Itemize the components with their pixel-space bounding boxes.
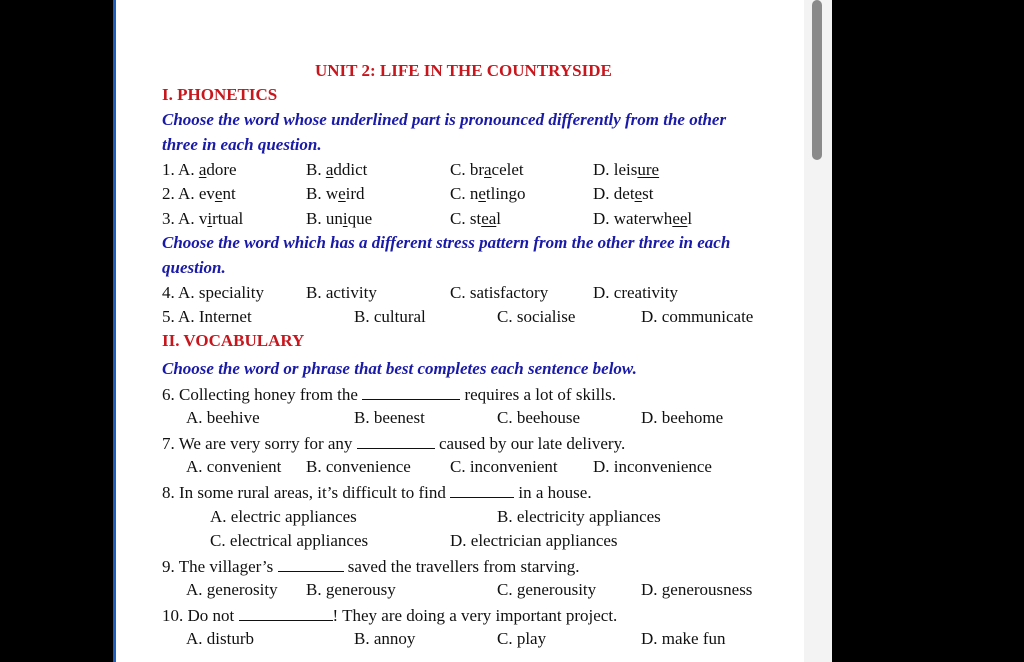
q6-option-d: D. beehome [641,408,724,427]
q9-option-a: A. generosity [186,580,278,599]
q4-option-d: D. creativity [593,283,678,302]
q5-option-c: C. socialise [497,307,576,326]
q2-option-b: B. weird [306,184,365,203]
q3-option-a: 3. A. virtual [162,209,244,228]
q6-option-c: C. beehouse [497,408,581,427]
q2-option-a: 2. A. event [162,184,236,203]
q10-option-c: C. play [497,629,547,648]
q7-sentence: 7. We are very sorry for any caused by our late delivery. [162,434,626,453]
q4-option-a: 4. A. speciality [162,283,264,302]
q2-option-c: C. netlingo [450,184,526,203]
stress-instruction-line2: question. [162,258,226,277]
q5-option-b: B. cultural [354,307,426,326]
q7-option-b: B. convenience [306,457,411,476]
q1-option-b: B. addict [306,160,368,179]
q7-option-d: D. inconvenience [593,457,712,476]
unit-title: UNIT 2: LIFE IN THE COUNTRYSIDE [315,61,612,80]
q2-option-d: D. detest [593,184,654,203]
document-page [116,0,804,662]
q7-option-a: A. convenient [186,457,282,476]
q5-option-a: 5. A. Internet [162,307,252,326]
q9-blank [278,556,344,572]
phonetics-instruction-line1: Choose the word whose underlined part is pronounced differently from the other [162,110,727,129]
q5-option-d: D. communicate [641,307,754,326]
q6-sentence: 6. Collecting honey from the requires a lot of skills. [162,385,616,404]
q9-option-b: B. generousy [306,580,396,599]
q9-option-c: C. generousity [497,580,597,599]
q10-option-b: B. annoy [354,629,416,648]
q10-blank [239,605,333,621]
q4-option-c: C. satisfactory [450,283,549,302]
q8-blank [450,482,514,498]
q10-sentence: 10. Do not ! They are doing a very important project. [162,606,618,625]
stress-instruction-line1: Choose the word which has a different stress pattern from the other three in each [162,233,731,252]
q8-option-a: A. electric appliances [210,507,357,526]
q3-option-c: C. steal [450,209,502,228]
q8-option-d: D. electrician appliances [450,531,618,550]
section-vocabulary-heading: II. VOCABULARY [162,331,305,350]
q8-sentence: 8. In some rural areas, it’s difficult to find in a house. [162,483,592,502]
q10-option-a: A. disturb [186,629,254,648]
q8-option-c: C. electrical appliances [210,531,369,550]
q8-option-b: B. electricity appliances [497,507,661,526]
q4-option-b: B. activity [306,283,377,302]
q6-blank [362,384,460,400]
q7-option-c: C. inconvenient [450,457,558,476]
q9-sentence: 9. The villager’s saved the travellers from starving. [162,557,580,576]
phonetics-instruction-line2: three in each question. [162,135,322,154]
q1-option-a: 1. A. adore [162,160,237,179]
q1-option-d: D. leisure [593,160,660,179]
q10-option-d: D. make fun [641,629,726,648]
q6-option-b: B. beenest [354,408,425,427]
scrollbar-thumb[interactable] [812,0,822,160]
section-phonetics-heading: I. PHONETICS [162,85,278,104]
q9-option-d: D. generousness [641,580,753,599]
vocabulary-instruction: Choose the word or phrase that best completes each sentence below. [162,359,637,378]
q3-option-d: D. waterwheel [593,209,693,228]
q1-option-c: C. bracelet [450,160,524,179]
q3-option-b: B. unique [306,209,373,228]
q6-option-a: A. beehive [186,408,260,427]
q7-blank [357,433,435,449]
